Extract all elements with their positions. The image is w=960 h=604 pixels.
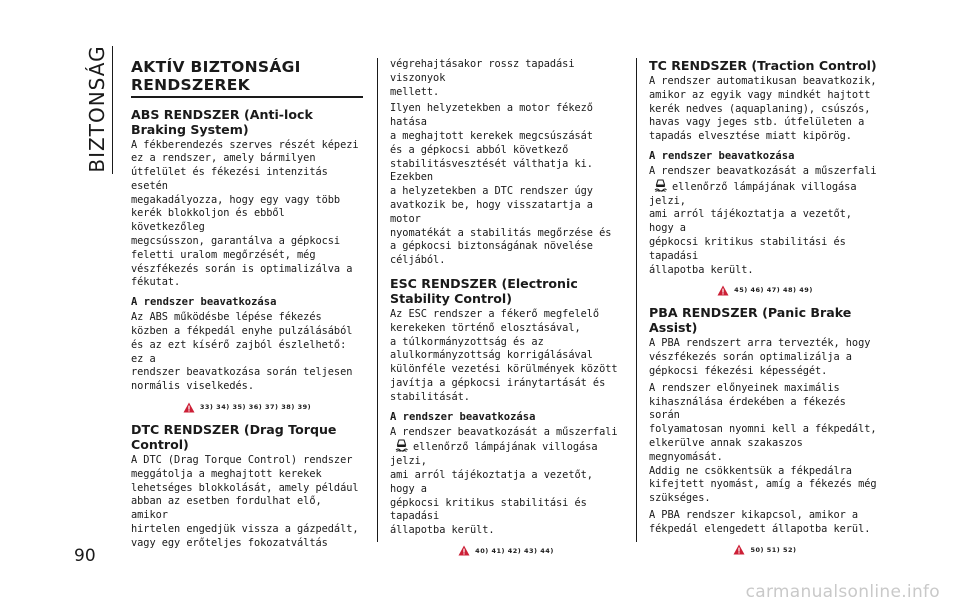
text-line: a túlkormányzottság és az xyxy=(390,335,544,348)
text-line: különféle vezetési körülmények között xyxy=(390,363,618,376)
tc-warning-numbers: 45) 46) 47) 48) 49) xyxy=(734,286,813,295)
text-line: Addig ne csökkentsük a fékpedálra xyxy=(649,464,852,477)
text-line: a gépkocsi biztonságának növelése xyxy=(390,240,593,253)
dtc-paragraph-1 xyxy=(131,454,363,551)
text-line: avatkozik be, hogy visszatartja a motor xyxy=(390,198,593,225)
text-line: útfelület és fékezési intenzitás esetén xyxy=(131,166,328,192)
warning-triangle-icon xyxy=(183,402,195,413)
text-line: javítja a gépkocsi iránytartását és xyxy=(390,376,606,389)
text-line: elkerülve annak szakaszos megnyomását. xyxy=(649,436,803,463)
text-line: ez a rendszer, amely bármilyen xyxy=(131,152,316,165)
text-line: A PBA rendszer kikapcsol, amikor a xyxy=(649,508,859,521)
stability-warning-light-icon xyxy=(394,439,409,452)
text-line: kerék blokkoljon és ebből következőleg xyxy=(131,207,285,234)
watermark: carmanualsonline.info xyxy=(745,582,940,602)
page-title-line-2: RENDSZEREK xyxy=(131,76,250,94)
side-tab-rule xyxy=(112,46,113,174)
text-line: a helyzetekben a DTC rendszer úgy xyxy=(390,185,593,198)
tc-paragraph-2 xyxy=(649,165,881,277)
dtc-heading-line-1: DTC RENDSZER (Drag Torque xyxy=(131,422,337,438)
text-line: kerekeken történő elosztásával, xyxy=(390,321,581,334)
tc-warning-refs xyxy=(649,283,881,297)
warning-triangle-icon xyxy=(458,545,470,556)
text-line: folyamatosan nyomni kell a fékpedált, xyxy=(649,423,877,436)
text-line: céljából. xyxy=(390,254,446,267)
column-1 xyxy=(131,58,363,554)
dtc-heading-line-2: Control) xyxy=(131,437,189,453)
esc-heading-line-1: ESC RENDSZER (Electronic xyxy=(390,275,578,291)
column-2 xyxy=(390,58,622,566)
text-line: fékutat. xyxy=(131,276,181,289)
text-line: A fékberendezés szerves részét képezi xyxy=(131,138,359,151)
esc-paragraph-2-line-1: A rendszer beavatkozását a műszerfali xyxy=(390,425,618,438)
pba-heading xyxy=(649,305,881,335)
stability-warning-light-icon xyxy=(653,179,668,192)
pba-heading-line-1: PBA RENDSZER (Panic Brake xyxy=(649,305,852,321)
text-line: abban az esetben fordulhat elő, amikor xyxy=(131,495,322,522)
pba-heading-line-2: Assist) xyxy=(649,320,698,336)
text-line: gépkocsi fékezési képességét. xyxy=(649,364,828,377)
text-line: hirtelen engedjük vissza a gázpedált, xyxy=(131,523,359,536)
page-title xyxy=(131,58,363,94)
dtc-heading xyxy=(131,422,363,452)
text-line: megakadályozza, hogy egy vagy több xyxy=(131,193,341,206)
esc-paragraph-2-rest xyxy=(390,469,593,536)
column-divider-1 xyxy=(377,58,378,542)
text-line: A DTC (Drag Torque Control) rendszer xyxy=(131,454,353,467)
column-3 xyxy=(649,58,881,565)
tc-heading: TC RENDSZER (Traction Control) xyxy=(649,58,877,73)
abs-heading-line-2: Braking System) xyxy=(131,121,249,137)
page-title-line-1: AKTÍV BIZTONSÁGI xyxy=(131,58,301,76)
text-line: szükséges. xyxy=(649,492,711,505)
text-line: A PBA rendszert arra tervezték, hogy xyxy=(649,337,871,350)
text-line: gépkocsi kritikus stabilitási és tapadási xyxy=(390,496,587,523)
text-line: havas vagy jeges stb. útfelületen a xyxy=(649,116,865,129)
abs-subheading: A rendszer beavatkozása xyxy=(131,296,277,309)
abs-warning-numbers: 33) 34) 35) 36) 37) 38) 39) xyxy=(199,403,312,412)
tc-paragraph-2-line-1: A rendszer beavatkozását a műszerfali xyxy=(649,164,877,177)
dtc-paragraph-3 xyxy=(390,102,622,268)
text-line: vészfékezés során is optimalizálva a xyxy=(131,262,353,275)
text-line: állapotba került. xyxy=(390,524,495,537)
esc-heading-line-2: Stability Control) xyxy=(390,290,512,306)
text-line: megcsússzon, garantálva a gépkocsi xyxy=(131,235,341,248)
esc-paragraph-2-line-2: ellenőrző lámpájának villogása jelzi, xyxy=(390,441,598,468)
abs-heading xyxy=(131,107,363,137)
text-line: tapadás elvesztése miatt kipörög. xyxy=(649,130,852,143)
warning-triangle-icon xyxy=(733,544,745,555)
text-line: normális viselkedés. xyxy=(131,380,254,393)
text-line: lehetséges blokkolását, amely például xyxy=(131,481,359,494)
text-line: Az ESC rendszer a fékerő megfelelő xyxy=(390,307,600,320)
text-line: mellett. xyxy=(390,85,440,98)
text-line: amikor az egyik vagy mindkét hajtott xyxy=(649,88,871,101)
pba-warning-refs xyxy=(649,543,881,557)
text-line: Az ABS működésbe lépése fékezés xyxy=(131,311,322,324)
esc-paragraph-1 xyxy=(390,308,622,405)
text-line: feletti uralom megőrzését, még xyxy=(131,248,316,261)
text-line: végrehajtásakor rossz tapadási viszonyok xyxy=(390,58,575,84)
title-rule xyxy=(131,96,363,98)
text-line: nyomatékát a stabilitás megőrzése és xyxy=(390,226,612,239)
text-line: kifejtett nyomást, amíg a fékezés még xyxy=(649,478,877,491)
abs-paragraph-2 xyxy=(131,311,363,394)
text-line: meggátolja a meghajtott kerekek xyxy=(131,467,322,480)
esc-warning-refs xyxy=(390,544,622,558)
text-line: vagy egy erőteljes fokozatváltás xyxy=(131,536,328,549)
esc-paragraph-2 xyxy=(390,426,622,538)
esc-warning-numbers: 40) 41) 42) 43) 44) xyxy=(475,546,554,555)
text-line: állapotba került. xyxy=(649,263,754,276)
pba-warning-numbers: 50) 51) 52) xyxy=(750,545,797,554)
abs-warning-refs xyxy=(131,400,363,414)
text-line: rendszer beavatkozása során teljesen xyxy=(131,366,353,379)
tc-paragraph-2-line-2: ellenőrző lámpájának villogása jelzi, xyxy=(649,180,857,207)
text-line: alulkormányzottság korrigálásával xyxy=(390,349,593,362)
text-line: stabilitásvesztését válthatja ki. Ezekben xyxy=(390,157,593,184)
esc-heading xyxy=(390,276,622,306)
text-line: kihasználása érdekében a fékezés során xyxy=(649,395,846,422)
warning-triangle-icon xyxy=(717,285,729,296)
tc-paragraph-1 xyxy=(649,75,881,144)
abs-heading-line-1: ABS RENDSZER (Anti-lock xyxy=(131,106,313,122)
text-line: Ilyen helyzetekben a motor fékező hatása xyxy=(390,102,593,129)
dtc-paragraph-2 xyxy=(390,58,622,99)
text-line: fékpedál elengedett állapotba kerül. xyxy=(649,522,871,535)
tc-paragraph-2-rest xyxy=(649,208,852,275)
pba-paragraph-1 xyxy=(649,337,881,378)
text-line: közben a fékpedál enyhe pulzálásából xyxy=(131,325,353,338)
text-line: és az ezt kísérő zajból észlelhető: ez a xyxy=(131,338,347,365)
text-line: és a gépkocsi abból következő xyxy=(390,143,569,156)
text-line: A rendszer előnyeinek maximális xyxy=(649,381,840,394)
text-line: ami arról tájékoztatja a vezetőt, hogy a xyxy=(390,468,593,495)
abs-paragraph-1 xyxy=(131,139,363,291)
text-line: kerék nedves (aquaplaning), csúszós, xyxy=(649,102,871,115)
column-divider-2 xyxy=(636,58,637,542)
text-line: ami arról tájékoztatja a vezetőt, hogy a xyxy=(649,208,852,235)
esc-subheading: A rendszer beavatkozása xyxy=(390,410,536,423)
pba-paragraph-2 xyxy=(649,382,881,506)
tc-subheading: A rendszer beavatkozása xyxy=(649,149,795,162)
text-line: gépkocsi kritikus stabilitási és tapadási xyxy=(649,235,846,262)
page-number: 90 xyxy=(74,546,96,566)
text-line: a meghajtott kerekek megcsúszását xyxy=(390,129,593,142)
section-side-tab xyxy=(82,44,112,174)
section-side-tab-label: BIZTONSÁG xyxy=(85,45,109,173)
text-line: vészfékezés során optimalizálja a xyxy=(649,351,852,364)
text-line: stabilitását. xyxy=(390,390,470,403)
pba-paragraph-3 xyxy=(649,509,881,537)
text-line: A rendszer automatikusan beavatkozik, xyxy=(649,75,877,87)
